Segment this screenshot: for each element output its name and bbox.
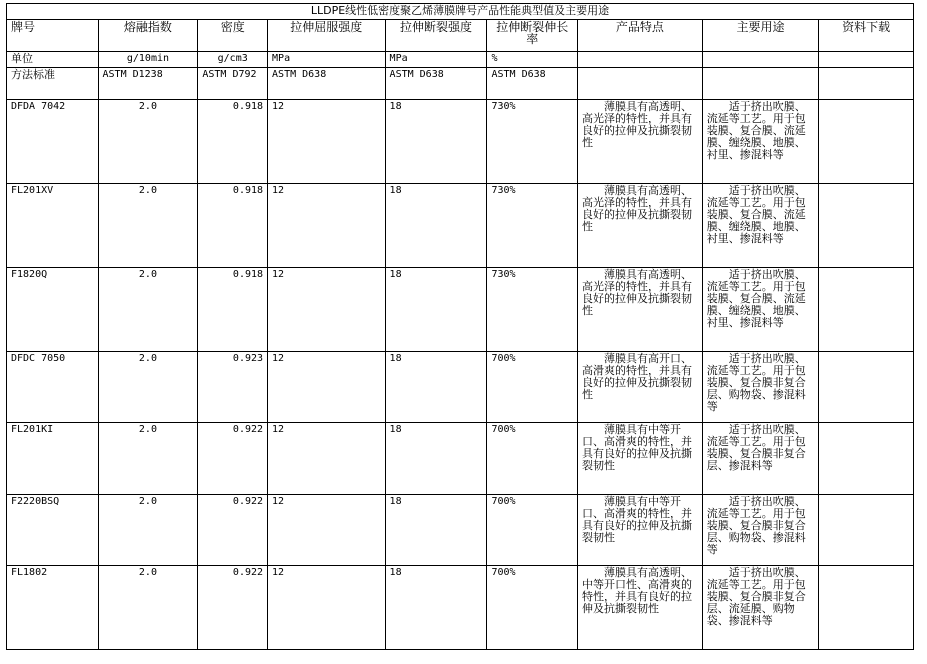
features-cell: 薄膜具有高透明、高光泽的特性，并具有良好的拉伸及抗撕裂韧性 [577,184,702,268]
header-yield-strength: 拉伸屈服强度 [268,20,386,52]
density-cell: 0.918 [198,100,268,184]
download-cell [819,100,914,184]
uses-cell: 适于挤出吹膜、流延等工艺。用于包装膜、复合膜、流延膜、缠绕膜、地膜、衬里、掺混料等 [702,100,818,184]
header-break-strength: 拉伸断裂强度 [385,20,487,52]
features-cell: 薄膜具有中等开口、高滑爽的特性，并具有良好的拉伸及抗撕裂韧性 [577,495,702,566]
density-cell: 0.922 [198,495,268,566]
table-row [7,566,914,650]
features-cell: 薄膜具有高透明、中等开口性、高滑爽的特性，并具有良好的拉伸及抗撕裂韧性 [577,566,702,650]
unit-melt-index: g/10min [98,52,198,68]
download-cell [819,423,914,495]
download-cell [819,268,914,352]
header-density: 密度 [198,20,268,52]
yield-strength-cell: 12 [268,100,386,184]
features-cell: 薄膜具有高开口、高滑爽的特性，并具有良好的拉伸及抗撕裂韧性 [577,352,702,423]
break-strength-cell: 18 [385,495,487,566]
melt-index-cell: 2.0 [98,423,198,495]
table-row [7,352,914,423]
uses-cell: 适于挤出吹膜、流延等工艺。用于包装膜、复合膜、流延膜、缠绕膜、地膜、衬里、掺混料等 [702,184,818,268]
yield-strength-cell: 12 [268,184,386,268]
header-grade: 牌号 [7,20,99,52]
break-strength-cell: 18 [385,100,487,184]
table-row [7,100,914,184]
unit-row [7,52,914,68]
table-row [7,268,914,352]
table-title: LLDPE线性低密度聚乙烯薄膜牌号产品性能典型值及主要用途 [7,4,914,20]
header-download: 资料下载 [819,20,914,52]
header-melt-index: 熔融指数 [98,20,198,52]
header-row [7,20,914,52]
grade-cell: F2220BSQ [7,495,99,566]
download-cell [819,184,914,268]
break-strength-cell: 18 [385,268,487,352]
table-row [7,495,914,566]
elongation-cell: 700% [487,352,577,423]
uses-cell: 适于挤出吹膜、流延等工艺。用于包装膜、复合膜非复合层、掺混料等 [702,423,818,495]
density-cell: 0.918 [198,184,268,268]
unit-break-strength: MPa [385,52,487,68]
unit-features [577,52,702,68]
features-cell: 薄膜具有高透明、高光泽的特性，并具有良好的拉伸及抗撕裂韧性 [577,100,702,184]
grade-cell: FL201XV [7,184,99,268]
unit-yield-strength: MPa [268,52,386,68]
elongation-cell: 700% [487,566,577,650]
density-cell: 0.918 [198,268,268,352]
melt-index-cell: 2.0 [98,352,198,423]
elongation-cell: 700% [487,495,577,566]
uses-cell: 适于挤出吹膜、流延等工艺。用于包装膜、复合膜非复合层、流延膜、购物袋、掺混料等 [702,566,818,650]
break-strength-cell: 18 [385,352,487,423]
method-density: ASTM D792 [198,68,268,100]
break-strength-cell: 18 [385,566,487,650]
grade-cell: F1820Q [7,268,99,352]
grade-cell: FL1802 [7,566,99,650]
unit-elongation: % [487,52,577,68]
features-cell: 薄膜具有中等开口、高滑爽的特性，并具有良好的拉伸及抗撕裂韧性 [577,423,702,495]
method-row [7,68,914,100]
elongation-cell: 730% [487,268,577,352]
density-cell: 0.922 [198,423,268,495]
yield-strength-cell: 12 [268,495,386,566]
yield-strength-cell: 12 [268,352,386,423]
product-table [6,3,914,650]
melt-index-cell: 2.0 [98,268,198,352]
method-break-strength: ASTM D638 [385,68,487,100]
unit-uses [702,52,818,68]
grade-cell: DFDA 7042 [7,100,99,184]
elongation-cell: 700% [487,423,577,495]
download-cell [819,495,914,566]
header-elongation: 拉伸断裂伸长率 [487,20,577,52]
method-yield-strength: ASTM D638 [268,68,386,100]
grade-cell: DFDC 7050 [7,352,99,423]
yield-strength-cell: 12 [268,566,386,650]
melt-index-cell: 2.0 [98,495,198,566]
method-label: 方法标准 [7,68,99,100]
table-row [7,423,914,495]
unit-label: 单位 [7,52,99,68]
method-melt-index: ASTM D1238 [98,68,198,100]
method-uses [702,68,818,100]
method-download [819,68,914,100]
melt-index-cell: 2.0 [98,566,198,650]
grade-cell: FL201KI [7,423,99,495]
method-elongation: ASTM D638 [487,68,577,100]
features-cell: 薄膜具有高透明、高光泽的特性，并具有良好的拉伸及抗撕裂韧性 [577,268,702,352]
header-features: 产品特点 [577,20,702,52]
header-uses: 主要用途 [702,20,818,52]
method-features [577,68,702,100]
uses-cell: 适于挤出吹膜、流延等工艺。用于包装膜、复合膜、流延膜、缠绕膜、地膜、衬里、掺混料等 [702,268,818,352]
elongation-cell: 730% [487,184,577,268]
break-strength-cell: 18 [385,423,487,495]
break-strength-cell: 18 [385,184,487,268]
table-row [7,184,914,268]
density-cell: 0.922 [198,566,268,650]
unit-download [819,52,914,68]
yield-strength-cell: 12 [268,423,386,495]
uses-cell: 适于挤出吹膜、流延等工艺。用于包装膜、复合膜非复合层、购物袋、掺混料等 [702,352,818,423]
elongation-cell: 730% [487,100,577,184]
density-cell: 0.923 [198,352,268,423]
melt-index-cell: 2.0 [98,100,198,184]
download-cell [819,352,914,423]
download-cell [819,566,914,650]
yield-strength-cell: 12 [268,268,386,352]
melt-index-cell: 2.0 [98,184,198,268]
unit-density: g/cm3 [198,52,268,68]
uses-cell: 适于挤出吹膜、流延等工艺。用于包装膜、复合膜非复合层、购物袋、掺混料等 [702,495,818,566]
